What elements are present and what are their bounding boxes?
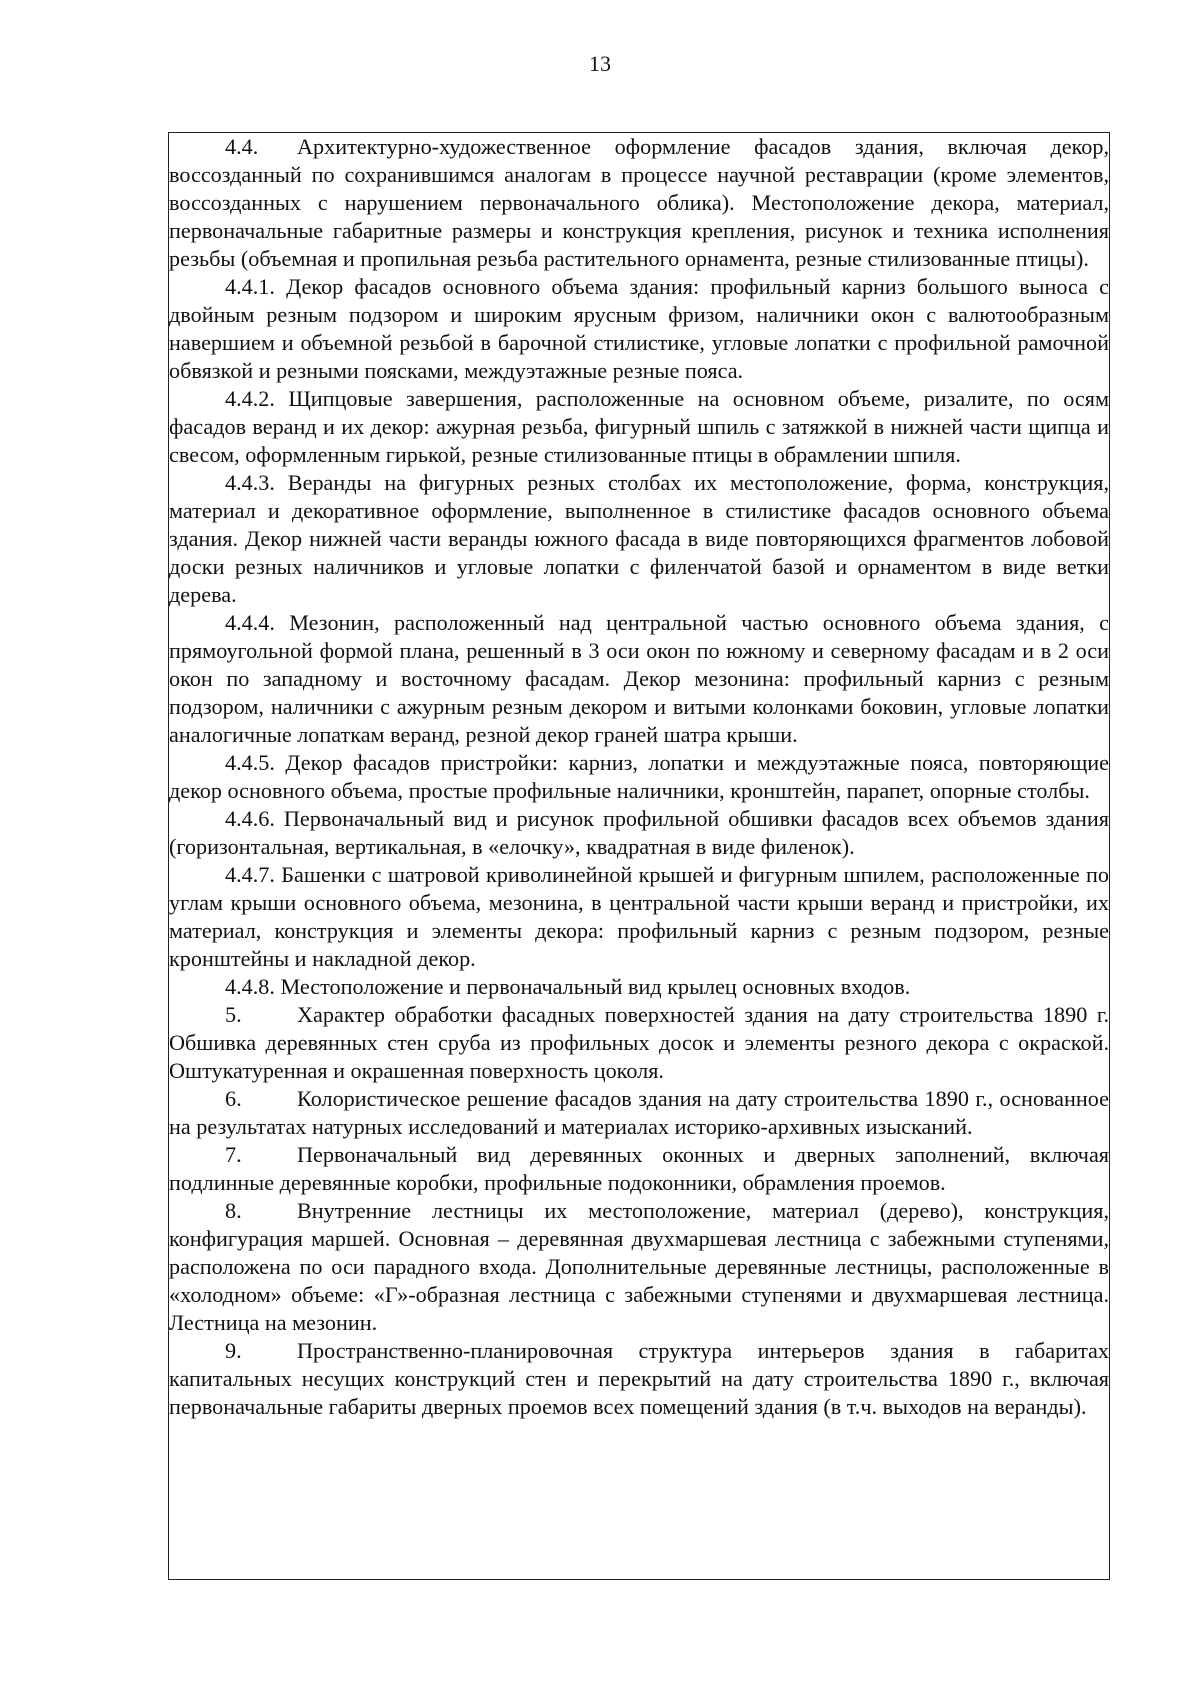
paragraph-4-4-7 <box>169 861 1109 973</box>
paragraph-number: 4.4.4. <box>225 610 275 635</box>
paragraph-text: Декор фасадов пристройки: карниз, лопатки и междуэтажные пояса, повторяющие декор основного объема, простые профильные наличники, кронштейн, парапет, опорные столбы. <box>169 750 1110 803</box>
paragraph-8 <box>169 1197 1109 1337</box>
paragraph-number: 6. <box>225 1086 242 1111</box>
paragraph-text: Щипцовые завершения, расположенные на основном объеме, ризалите, по осям фасадов веранд и их декор: ажурная резьба, фигурный шпиль с затяжкой в нижней части щипца и свесом, оформленным гирькой, резные стилизованные птицы в обрамлении шпиля. <box>169 386 1109 467</box>
paragraph-number: 4.4.8. <box>225 974 275 999</box>
paragraph-4-4 <box>169 133 1109 273</box>
paragraph-text: Башенки с шатровой криволинейной крышей и фигурным шпилем, расположенные по углам крыши основного объема, мезонина, в центральной части крыши веранд и пристройки, их материал, конструкция и элементы декора: профильный карниз с резным подзором, резные кронштейны и накладной декор. <box>169 862 1109 971</box>
paragraph-number: 8. <box>225 1198 242 1223</box>
paragraph-5 <box>169 1001 1109 1085</box>
paragraph-number: 4.4.2. <box>225 386 275 411</box>
paragraph-number: 4.4.6. <box>225 806 275 831</box>
paragraph-4-4-2 <box>169 385 1109 469</box>
paragraph-7 <box>169 1141 1109 1197</box>
paragraph-number: 4.4.3. <box>225 470 275 495</box>
paragraph-text: Мезонин, расположенный над центральной частью основного объема здания, с прямоугольной формой плана, решенный в 3 оси окон по южному и северному фасадам и в 2 оси окон по западному и восточному фасадам. Декор мезонина: профильный карниз с резным подзором, наличники с ажурным резным декором и витыми колонками боковин, угловые лопатки аналогичные лопаткам веранд, резной декор граней шатра крыши. <box>169 610 1110 747</box>
paragraph-text: Архитектурно-художественное оформление фасадов здания, включая декор, воссозданный по сохранившимся аналогам в процессе научной реставрации (кроме элементов, воссозданных с нарушением первоначального облика). Местоположение декора, материал, первоначальные габаритные размеры и конструкция крепления, рисунок и техника исполнения резьбы (объемная и пропильная резьба растительного орнамента, резные стилизованные птицы). <box>169 134 1109 271</box>
paragraph-number: 4.4.5. <box>225 750 275 775</box>
paragraph-4-4-5 <box>169 749 1109 805</box>
paragraph-4-4-3 <box>169 469 1109 609</box>
paragraph-text: Местоположение и первоначальный вид крылец основных входов. <box>280 974 911 999</box>
paragraph-4-4-4 <box>169 609 1109 749</box>
paragraph-6 <box>169 1085 1109 1141</box>
paragraph-4-4-1 <box>169 273 1109 385</box>
paragraph-number: 4.4. <box>225 134 259 159</box>
paragraph-number: 4.4.7. <box>225 862 275 887</box>
paragraph-4-4-8 <box>169 973 1109 1001</box>
paragraph-text: Декор фасадов основного объема здания: профильный карниз большого выноса с двойным резным подзором и широким ярусным фризом, наличники окон с валютообразным навершием и объемной резьбой в барочной стилистике, угловые лопатки с профильной рамочной обвязкой и резными поясками, междуэтажные резные пояса. <box>169 274 1109 383</box>
paragraph-text: Характер обработки фасадных поверхностей здания на дату строительства 1890 г. Обшивка деревянных стен сруба из профильных досок и элементы резного декора с окраской. Оштукатуренная и окрашенная поверхность цоколя. <box>169 1002 1109 1083</box>
paragraph-text: Первоначальный вид деревянных оконных и дверных заполнений, включая подлинные деревянные коробки, профильные подоконники, обрамления проемов. <box>169 1142 1109 1195</box>
document-body <box>169 133 1109 1421</box>
paragraph-text: Колористическое решение фасадов здания на дату строительства 1890 г., основанное на результатах натурных исследований и материалах историко-архивных изысканий. <box>169 1086 1109 1139</box>
paragraph-9 <box>169 1337 1109 1421</box>
paragraph-text: Первоначальный вид и рисунок профильной обшивки фасадов всех объемов здания (горизонтальная, вертикальная, в «елочку», квадратная в виде филенок). <box>169 806 1109 859</box>
paragraph-4-4-6 <box>169 805 1109 861</box>
paragraph-number: 9. <box>225 1338 242 1363</box>
paragraph-number: 7. <box>225 1142 242 1167</box>
paragraph-text: Пространственно-планировочная структура интерьеров здания в габаритах капитальных несущих конструкций стен и перекрытий на дату строительства 1890 г., включая первоначальные габариты дверных проемов всех помещений здания (в т.ч. выходов на веранды). <box>169 1338 1109 1419</box>
paragraph-number: 4.4.1. <box>225 274 275 299</box>
paragraph-text: Веранды на фигурных резных столбах их местоположение, форма, конструкция, материал и декоративное оформление, выполненное в стилистике фасадов основного объема здания. Декор нижней части веранды южного фасада в виде повторяющихся фрагментов лобовой доски резных наличников и угловые лопатки с филенчатой базой и орнаментом в виде ветки дерева. <box>169 470 1109 607</box>
paragraph-text: Внутренние лестницы их местоположение, материал (дерево), конструкция, конфигурация маршей. Основная – деревянная двухмаршевая лестница с забежными ступенями, расположена по оси парадного входа. Дополнительные деревянные лестницы, расположенные в «холодном» объеме: «Г»-образная лестница с забежными ступенями и двухмаршевая лестница. Лестница на мезонин. <box>169 1198 1109 1335</box>
paragraph-number: 5. <box>225 1002 242 1027</box>
page-number: 13 <box>589 51 611 76</box>
